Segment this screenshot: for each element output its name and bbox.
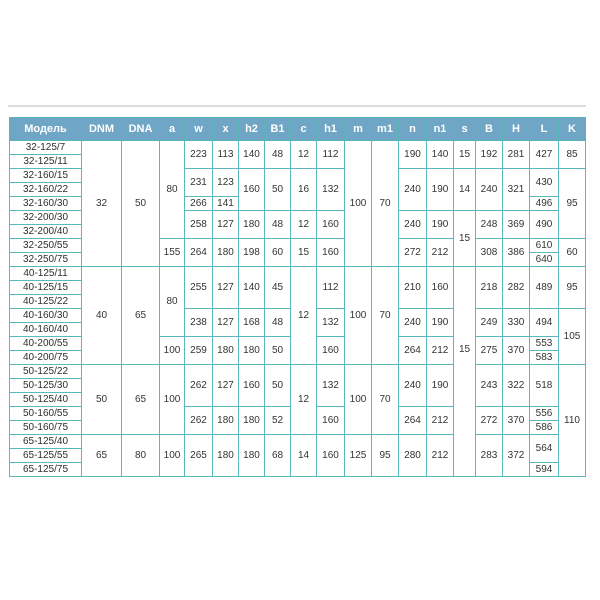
B-cell: 275 xyxy=(476,337,503,365)
H-cell: 321 xyxy=(503,169,530,211)
x-cell: 127 xyxy=(213,365,239,407)
s-cell: 15 xyxy=(454,211,476,267)
w-cell: 238 xyxy=(185,309,213,337)
n-cell: 264 xyxy=(399,407,427,435)
n-cell: 190 xyxy=(399,141,427,169)
L-cell: 430 xyxy=(530,169,559,197)
n-cell: 240 xyxy=(399,169,427,211)
L-cell: 610 xyxy=(530,239,559,253)
c-cell: 15 xyxy=(291,239,317,267)
column-header-c: c xyxy=(291,118,317,141)
H-cell: 282 xyxy=(503,267,530,309)
m1-cell: 70 xyxy=(372,365,399,435)
b1-cell: 52 xyxy=(265,407,291,435)
top-divider-line xyxy=(8,105,586,107)
dna-cell: 50 xyxy=(122,141,160,267)
x-cell: 180 xyxy=(213,337,239,365)
h1-cell: 160 xyxy=(317,211,345,239)
m1-cell: 95 xyxy=(372,435,399,477)
table-row xyxy=(10,365,586,379)
a-cell: 100 xyxy=(160,365,185,435)
model-cell: 50-125/22 xyxy=(10,365,82,379)
w-cell: 265 xyxy=(185,435,213,477)
column-header-n1: n1 xyxy=(427,118,454,141)
column-header-x: x xyxy=(213,118,239,141)
B-cell: 248 xyxy=(476,211,503,239)
n1-cell: 212 xyxy=(427,337,454,365)
B-cell: 272 xyxy=(476,407,503,435)
model-cell: 32-200/40 xyxy=(10,225,82,239)
n-cell: 240 xyxy=(399,211,427,239)
B-cell: 192 xyxy=(476,141,503,169)
x-cell: 127 xyxy=(213,211,239,239)
h1-cell: 112 xyxy=(317,267,345,309)
K-cell: 60 xyxy=(559,239,586,267)
H-cell: 281 xyxy=(503,141,530,169)
n1-cell: 212 xyxy=(427,239,454,267)
K-cell: 95 xyxy=(559,267,586,309)
w-cell: 264 xyxy=(185,239,213,267)
column-header-B: B xyxy=(476,118,503,141)
model-cell: 32-160/30 xyxy=(10,197,82,211)
dimensions-table-wrap xyxy=(9,117,586,477)
model-cell: 32-125/7 xyxy=(10,141,82,155)
s-cell: 15 xyxy=(454,267,476,477)
w-cell: 255 xyxy=(185,267,213,309)
m1-cell: 70 xyxy=(372,141,399,267)
L-cell: 594 xyxy=(530,463,559,477)
column-header-m1: m1 xyxy=(372,118,399,141)
x-cell: 113 xyxy=(213,141,239,169)
L-cell: 518 xyxy=(530,365,559,407)
m-cell: 125 xyxy=(345,435,372,477)
n1-cell: 140 xyxy=(427,141,454,169)
K-cell: 95 xyxy=(559,169,586,239)
c-cell: 12 xyxy=(291,141,317,169)
column-header-h1: h1 xyxy=(317,118,345,141)
L-cell: 640 xyxy=(530,253,559,267)
x-cell: 180 xyxy=(213,239,239,267)
L-cell: 586 xyxy=(530,421,559,435)
a-cell: 100 xyxy=(160,435,185,477)
c-cell: 14 xyxy=(291,435,317,477)
n1-cell: 212 xyxy=(427,407,454,435)
table-row xyxy=(10,435,586,449)
w-cell: 262 xyxy=(185,407,213,435)
spec-table-body xyxy=(10,141,586,477)
n-cell: 240 xyxy=(399,309,427,337)
L-cell: 427 xyxy=(530,141,559,169)
spec-table xyxy=(9,117,586,477)
n1-cell: 212 xyxy=(427,435,454,477)
column-header-s: s xyxy=(454,118,476,141)
b1-cell: 60 xyxy=(265,239,291,267)
H-cell: 330 xyxy=(503,309,530,337)
h1-cell: 160 xyxy=(317,337,345,365)
n1-cell: 190 xyxy=(427,169,454,211)
b1-cell: 50 xyxy=(265,337,291,365)
h2-cell: 160 xyxy=(239,365,265,407)
h1-cell: 160 xyxy=(317,407,345,435)
w-cell: 259 xyxy=(185,337,213,365)
n1-cell: 160 xyxy=(427,267,454,309)
s-cell: 15 xyxy=(454,141,476,169)
model-cell: 50-160/75 xyxy=(10,421,82,435)
column-header-dnm: DNM xyxy=(82,118,122,141)
H-cell: 372 xyxy=(503,435,530,477)
b1-cell: 48 xyxy=(265,211,291,239)
H-cell: 322 xyxy=(503,365,530,407)
model-cell: 32-250/75 xyxy=(10,253,82,267)
h1-cell: 160 xyxy=(317,435,345,477)
header-row xyxy=(10,118,586,141)
x-cell: 123 xyxy=(213,169,239,197)
a-cell: 80 xyxy=(160,141,185,239)
column-header-K: K xyxy=(559,118,586,141)
h1-cell: 132 xyxy=(317,169,345,211)
L-cell: 496 xyxy=(530,197,559,211)
c-cell: 12 xyxy=(291,365,317,435)
h1-cell: 132 xyxy=(317,309,345,337)
L-cell: 583 xyxy=(530,351,559,365)
x-cell: 127 xyxy=(213,309,239,337)
model-cell: 40-160/30 xyxy=(10,309,82,323)
spec-table-head xyxy=(10,118,586,141)
table-row xyxy=(10,267,586,281)
n-cell: 210 xyxy=(399,267,427,309)
h2-cell: 140 xyxy=(239,141,265,169)
H-cell: 370 xyxy=(503,337,530,365)
H-cell: 369 xyxy=(503,211,530,239)
h2-cell: 180 xyxy=(239,337,265,365)
B-cell: 308 xyxy=(476,239,503,267)
H-cell: 370 xyxy=(503,407,530,435)
model-cell: 32-160/15 xyxy=(10,169,82,183)
model-cell: 65-125/40 xyxy=(10,435,82,449)
x-cell: 180 xyxy=(213,435,239,477)
m1-cell: 70 xyxy=(372,267,399,365)
m-cell: 100 xyxy=(345,141,372,267)
L-cell: 553 xyxy=(530,337,559,351)
H-cell: 386 xyxy=(503,239,530,267)
column-header-a: a xyxy=(160,118,185,141)
B-cell: 240 xyxy=(476,169,503,211)
b1-cell: 50 xyxy=(265,365,291,407)
L-cell: 494 xyxy=(530,309,559,337)
column-header-b1: B1 xyxy=(265,118,291,141)
dnm-cell: 40 xyxy=(82,267,122,365)
b1-cell: 50 xyxy=(265,169,291,211)
column-header-w: w xyxy=(185,118,213,141)
column-header-model: Модель xyxy=(10,118,82,141)
n1-cell: 190 xyxy=(427,365,454,407)
model-cell: 50-125/30 xyxy=(10,379,82,393)
b1-cell: 48 xyxy=(265,309,291,337)
B-cell: 283 xyxy=(476,435,503,477)
m-cell: 100 xyxy=(345,365,372,435)
w-cell: 223 xyxy=(185,141,213,169)
model-cell: 40-125/22 xyxy=(10,295,82,309)
h2-cell: 140 xyxy=(239,267,265,309)
model-cell: 65-125/75 xyxy=(10,463,82,477)
dna-cell: 65 xyxy=(122,365,160,435)
model-cell: 65-125/55 xyxy=(10,449,82,463)
L-cell: 556 xyxy=(530,407,559,421)
column-header-h2: h2 xyxy=(239,118,265,141)
model-cell: 32-250/55 xyxy=(10,239,82,253)
model-cell: 32-160/22 xyxy=(10,183,82,197)
n-cell: 264 xyxy=(399,337,427,365)
h1-cell: 112 xyxy=(317,141,345,169)
c-cell: 12 xyxy=(291,267,317,365)
column-header-dna: DNA xyxy=(122,118,160,141)
c-cell: 16 xyxy=(291,169,317,211)
h2-cell: 160 xyxy=(239,169,265,211)
n-cell: 240 xyxy=(399,365,427,407)
n1-cell: 190 xyxy=(427,309,454,337)
n-cell: 280 xyxy=(399,435,427,477)
B-cell: 218 xyxy=(476,267,503,309)
a-cell: 80 xyxy=(160,267,185,337)
h1-cell: 160 xyxy=(317,239,345,267)
column-header-n: n xyxy=(399,118,427,141)
K-cell: 110 xyxy=(559,365,586,477)
w-cell: 266 xyxy=(185,197,213,211)
model-cell: 32-200/30 xyxy=(10,211,82,225)
h2-cell: 180 xyxy=(239,211,265,239)
x-cell: 141 xyxy=(213,197,239,211)
L-cell: 564 xyxy=(530,435,559,463)
K-cell: 105 xyxy=(559,309,586,365)
column-header-m: m xyxy=(345,118,372,141)
h2-cell: 180 xyxy=(239,435,265,477)
h2-cell: 168 xyxy=(239,309,265,337)
n1-cell: 190 xyxy=(427,211,454,239)
a-cell: 155 xyxy=(160,239,185,267)
model-cell: 40-125/15 xyxy=(10,281,82,295)
a-cell: 100 xyxy=(160,337,185,365)
dnm-cell: 50 xyxy=(82,365,122,435)
model-cell: 50-160/55 xyxy=(10,407,82,421)
h1-cell: 132 xyxy=(317,365,345,407)
column-header-L: L xyxy=(530,118,559,141)
n-cell: 272 xyxy=(399,239,427,267)
w-cell: 258 xyxy=(185,211,213,239)
s-cell: 14 xyxy=(454,169,476,211)
m-cell: 100 xyxy=(345,267,372,365)
x-cell: 127 xyxy=(213,267,239,309)
b1-cell: 48 xyxy=(265,141,291,169)
L-cell: 489 xyxy=(530,267,559,309)
dna-cell: 80 xyxy=(122,435,160,477)
dnm-cell: 65 xyxy=(82,435,122,477)
w-cell: 231 xyxy=(185,169,213,197)
h2-cell: 180 xyxy=(239,407,265,435)
model-cell: 32-125/11 xyxy=(10,155,82,169)
c-cell: 12 xyxy=(291,211,317,239)
B-cell: 249 xyxy=(476,309,503,337)
h2-cell: 198 xyxy=(239,239,265,267)
x-cell: 180 xyxy=(213,407,239,435)
b1-cell: 68 xyxy=(265,435,291,477)
column-header-H: H xyxy=(503,118,530,141)
L-cell: 490 xyxy=(530,211,559,239)
model-cell: 40-160/40 xyxy=(10,323,82,337)
dnm-cell: 32 xyxy=(82,141,122,267)
b1-cell: 45 xyxy=(265,267,291,309)
B-cell: 243 xyxy=(476,365,503,407)
table-row xyxy=(10,141,586,155)
K-cell: 85 xyxy=(559,141,586,169)
w-cell: 262 xyxy=(185,365,213,407)
model-cell: 40-200/55 xyxy=(10,337,82,351)
model-cell: 40-200/75 xyxy=(10,351,82,365)
model-cell: 40-125/11 xyxy=(10,267,82,281)
model-cell: 50-125/40 xyxy=(10,393,82,407)
dna-cell: 65 xyxy=(122,267,160,365)
